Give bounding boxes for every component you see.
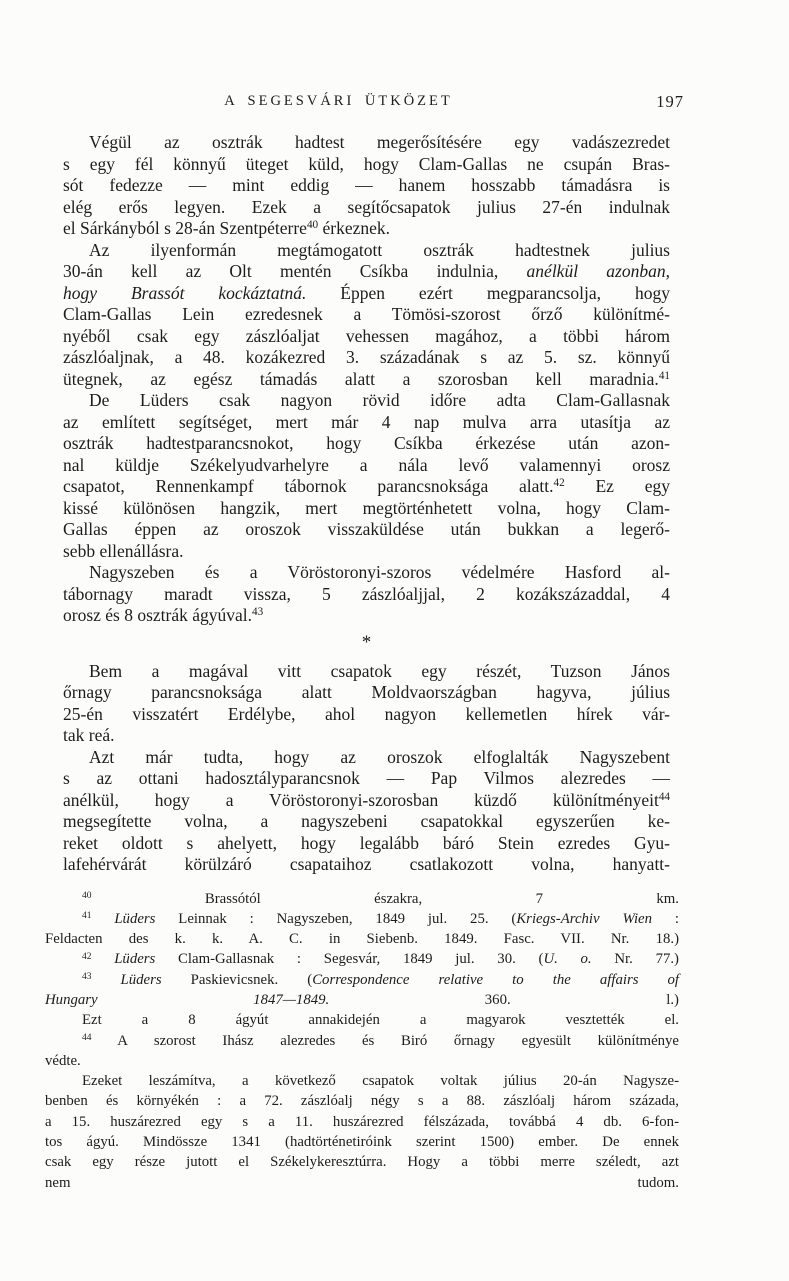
- text-block: [45, 92, 684, 1193]
- text-line: 25-én visszatért Erdélybe, ahol nagyon kellemetlen hírek vár-: [63, 703, 670, 724]
- text-line: lafehérvárát körülzáró csapataihoz csatlakozott volna, hanyatt-: [63, 854, 670, 874]
- text-line: sebb ellenállásra.: [63, 540, 184, 561]
- text-line: tak reá.: [63, 725, 115, 745]
- text-line: a 15. huszárezred egy s a 11. huszárezred félszázada, továbbá 4 db. 6-fon-: [45, 1113, 679, 1130]
- running-title: A SEGESVÁRI ÜTKÖZET: [224, 93, 453, 109]
- paragraph: [45, 1010, 679, 1030]
- section-separator: *: [361, 631, 372, 653]
- paragraph: [63, 132, 670, 240]
- paragraph: [45, 1031, 679, 1072]
- text-line: Ezeket leszámítva, a következő csapatok voltak július 20-án Nagysze-: [82, 1073, 679, 1090]
- text-line: nem tudom.: [45, 1174, 679, 1191]
- main-text: [63, 132, 670, 876]
- text-line: csapatot, Rennenkampf tábornok parancsnoksága alatt.$^{42}$ Ez egy: [63, 476, 670, 496]
- text-line: Azt már tudta, hogy az oroszok elfoglalták Nagyszebent: [89, 746, 670, 767]
- text-line: sót fedezze — mint eddig — hanem hosszabb támadásra is: [63, 175, 670, 195]
- text-line: csak egy része jutott el Székelykeresztúrra. Hogy a többi merre széledt, azt: [45, 1154, 679, 1171]
- text-line: megsegítette volna, a nagyszebeni csapatokkal egyszerűen ke-: [63, 811, 670, 831]
- text-line: $^{43}$ Lüders Paskievicsnek. (Correspondence relative to the affairs of: [82, 971, 680, 988]
- text-line: anélkül, hogy a Vöröstoronyi-szorosban küzdő különítményeit$^{44}$: [63, 789, 670, 810]
- text-line: De Lüders csak nagyon rövid időre adta Clam-Gallasnak: [89, 390, 670, 410]
- text-line: Clam-Gallas Lein ezredesnek a Tömösi-szorost őrző különítmé-: [63, 304, 670, 324]
- paragraph: [45, 889, 679, 909]
- text-line: ütegnek, az egész támadás alatt a szorosban kell maradnia.$^{41}$: [63, 368, 670, 389]
- paragraph: [63, 747, 670, 876]
- text-line: benben és környékén : a 72. zászlóalj négy s a 88. zászlóalj három százada,: [45, 1093, 679, 1110]
- text-line: Gallas éppen az oroszok visszaküldése után bukkan a legerő-: [63, 519, 670, 539]
- paragraph: [45, 1071, 679, 1193]
- text-line: $^{40}$ Brassótól északra, 7 km.: [82, 890, 679, 907]
- text-line: tos ágyú. Mindössze 1341 (hadtörténetiróink szerint 1500) ember. De ennek: [45, 1134, 679, 1151]
- text-line: Nagyszeben és a Vöröstoronyi-szoros védelmére Hasford al-: [89, 562, 670, 582]
- text-line: Az ilyenformán megtámogatott osztrák hadtestnek julius: [89, 239, 670, 260]
- paragraph: [45, 949, 679, 969]
- text-line: az említett segítséget, mert már 4 nap mulva arra utasítja az: [63, 411, 670, 432]
- text-line: nyéből csak egy zászlóaljat vehessen magához, a többi három: [63, 325, 670, 346]
- page-number: 197: [656, 92, 684, 111]
- text-line: 30-án kell az Olt mentén Csíkba indulnia, anélkül azonban,: [63, 261, 670, 281]
- text-line: zászlóaljnak, a 48. kozákezred 3. századának s az 5. sz. könnyű: [63, 347, 670, 367]
- paragraph: [45, 909, 679, 950]
- paragraph: [63, 562, 670, 627]
- text-line: s az ottani hadosztályparancsnok — Pap Vilmos alezredes —: [63, 768, 670, 788]
- text-line: $^{41}$ Lüders Leinnak : Nagyszeben, 1849 jul. 25. (Kriegs-Archiv Wien :: [82, 910, 679, 927]
- text-line: reket oldott s ahelyett, hogy legalább báró Stein ezredes Gyu-: [63, 832, 670, 853]
- page-header: [63, 92, 684, 111]
- text-line: $^{42}$ Lüders Clam-Gallasnak : Segesvár, 1849 jul. 30. (U. o. Nr. 77.): [82, 951, 679, 968]
- text-line: Hungary 1847—1849. 360. l.): [45, 991, 679, 1008]
- paragraph: [45, 970, 679, 1011]
- text-line: hogy Brassót kockáztatná. Éppen ezért megparancsolja, hogy: [63, 282, 670, 303]
- text-line: Ezt a 8 ágyút annakidején a magyarok vesztették el.: [82, 1012, 679, 1029]
- text-line: Bem a magával vitt csapatok egy részét, Tuzson János: [89, 660, 670, 681]
- text-line: orosz és 8 osztrák ágyúval.$^{43}$: [63, 605, 264, 625]
- text-line: Végül az osztrák hadtest megerősítésére egy vadászezredet: [89, 132, 670, 152]
- paragraph: [63, 661, 670, 747]
- text-line: el Sárkányból s 28-án Szentpéterre$^{40}$ érkeznek.: [63, 218, 391, 238]
- text-line: tábornagy maradt vissza, 5 zászlóaljjal, 2 kozákszázaddal, 4: [63, 583, 670, 604]
- text-line: védte.: [45, 1052, 81, 1069]
- text-line: $^{44}$ A szorost Ihász alezredes és Biró őrnagy egyesült különítménye: [82, 1032, 679, 1049]
- text-line: nal küldje Székelyudvarhelyre a nála levő valamennyi orosz: [63, 454, 670, 475]
- paragraph: [63, 240, 670, 391]
- text-line: s egy fél könnyű üteget küld, hogy Clam-Gallas ne csupán Bras-: [63, 153, 670, 174]
- text-line: őrnagy parancsnoksága alatt Moldvaországban hagyva, július: [63, 682, 670, 702]
- text-line: Feldacten des k. k. A. C. in Siebenb. 1849. Fasc. VII. Nr. 18.): [45, 931, 679, 948]
- text-line: osztrák hadtestparancsnokot, hogy Csíkba érkezése után azon-: [63, 433, 670, 453]
- text-line: elég erős legyen. Ezek a segítőcsapatok julius 27-én indulnak: [63, 196, 670, 217]
- paragraph: [63, 390, 670, 562]
- text-line: kissé különösen hangzik, mert megtörténhetett volna, hogy Clam-: [63, 497, 670, 518]
- footnotes: [45, 889, 679, 1193]
